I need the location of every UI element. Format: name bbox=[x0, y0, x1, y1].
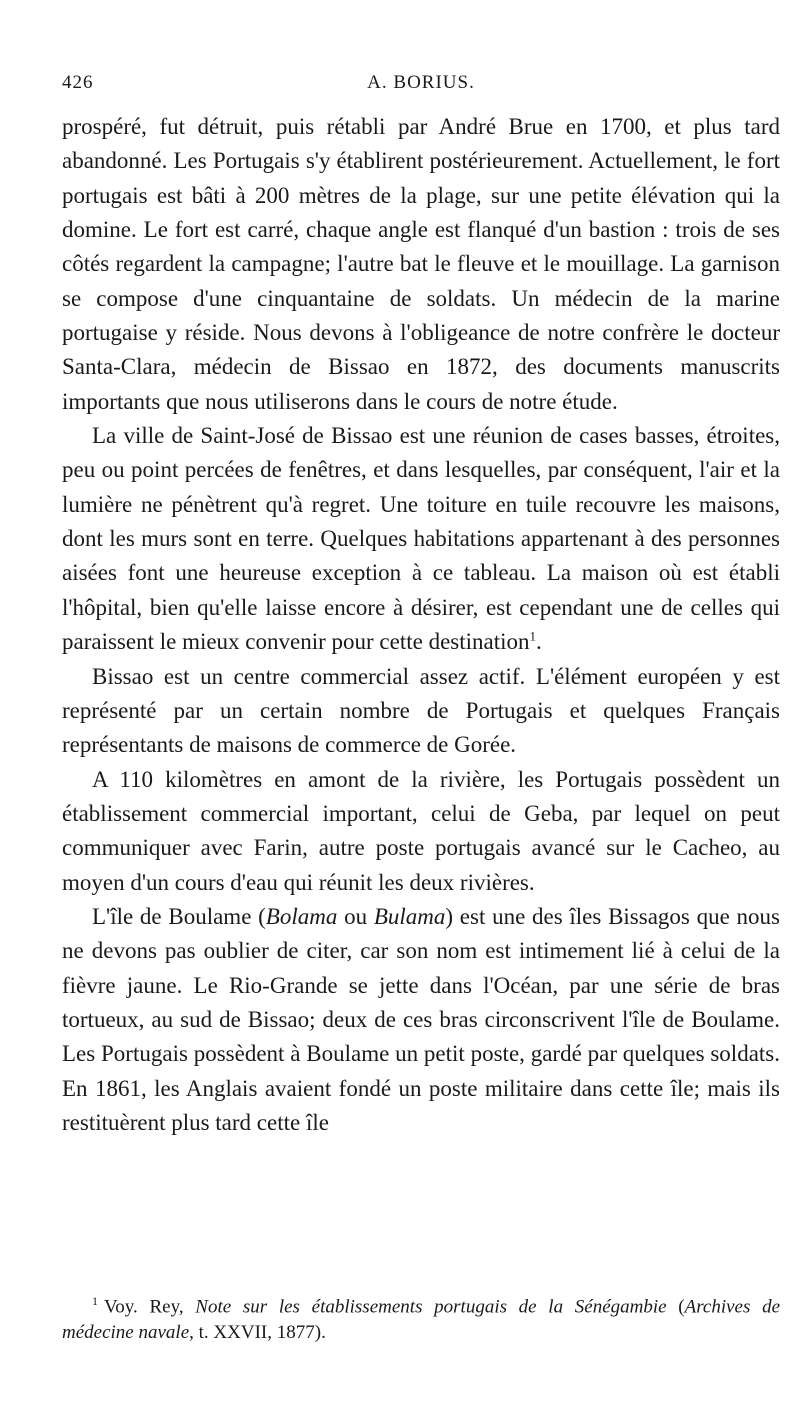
body-text bbox=[62, 110, 780, 1140]
footnote-prefix: Voy. Rey, bbox=[104, 1296, 196, 1318]
paragraph-saint-jose-end: . bbox=[536, 629, 542, 655]
running-head bbox=[62, 72, 780, 102]
paragraph-continued: prospéré, fut détruit, puis rétabli par André Brue en 1700, et plus tard abandonné. Les Portugais s'y établirent postérieurement. Actuellement, le fort portugais est bâti à 200 mètres de la plage, sur une petite élévation qui la domine. Le fort est carré, chaque angle est flanqué d'un bastion : trois de ses côtés regardent la campagne; l'autre bat le fleuve et le mouillage. La garnison se compose d'une cinquantaine de soldats. Un médecin de la marine portugaise y réside. Nous devons à l'obligeance de notre confrère le docteur Santa-Clara, médecin de Bissao en 1872, des documents manuscrits importants que nous utiliserons dans le cours de notre étude. bbox=[62, 114, 780, 414]
paragraph-saint-jose bbox=[62, 419, 780, 659]
footnote-number: 1 bbox=[92, 1294, 98, 1308]
footnote-middle: ( bbox=[666, 1296, 685, 1318]
paragraph-saint-jose-text: La ville de Saint-José de Bissao est une réunion de cases basses, étroites, peu ou point percées de fenêtres, et dans lesquelles, par conséquent, l'air et la lumière ne pénètrent qu'à regret. Une toiture en tuile recouvre les maisons, dont les murs sont en terre. Quelques habitations appartenant à des personnes aisées font une heureuse exception à ce tableau. La maison où est établi l'hôpital, bien qu'elle laisse encore à désirer, est cependant une de celles qui paraissent le mieux convenir pour cette destination bbox=[62, 423, 780, 655]
paragraph-boulame bbox=[62, 900, 780, 1140]
paragraph-boulame-start: L'île de Boulame ( bbox=[92, 903, 266, 929]
footnote bbox=[62, 1288, 780, 1346]
paragraph-bissao-commerce: Bissao est un centre commercial assez actif. L'élément européen y est représenté par un certain nombre de Portugais et quelques Français représentants de maisons de commerce de Gorée. bbox=[62, 663, 780, 758]
footnote-suffix: , t. XXVII, 1877). bbox=[189, 1322, 326, 1344]
book-page bbox=[62, 72, 780, 1140]
paragraph-boulame-rest: ) est une des îles Bissagos que nous ne devons pas oublier de citer, car son nom est intimement lié à celui de la fièvre jaune. Le Rio-Grande se jette dans l'Océan, par une série de bras tortueux, au sud de Bissao; deux de ces bras circonscrivent l'île de Boulame. Les Portugais possèdent à Boulame un petit poste, gardé par quelques soldats. En 1861, les Anglais avaient fondé un poste militaire dans cette île; mais ils restituèrent plus tard cette île bbox=[62, 903, 780, 1135]
page-number: 426 bbox=[62, 72, 94, 93]
footnote-marker: 1 bbox=[529, 628, 537, 644]
place-name-bolama: Bolama bbox=[265, 903, 338, 929]
footnote-title: Note sur les établissements portugais de la Sénégambie bbox=[195, 1296, 667, 1318]
paragraph-boulame-ou: ou bbox=[337, 903, 374, 929]
footnote-journal: Archives de médecine navale bbox=[62, 1296, 780, 1344]
paragraph-geba: A 110 kilomètres en amont de la rivière, les Portugais possèdent un établissement commercial important, celui de Geba, par lequel on peut communiquer avec Farin, autre poste portugais avancé sur le Cacheo, au moyen d'un cours d'eau qui réunit les deux rivières. bbox=[62, 766, 780, 895]
running-title: A. BORIUS. bbox=[367, 72, 475, 93]
place-name-bulama: Bulama bbox=[373, 903, 446, 929]
